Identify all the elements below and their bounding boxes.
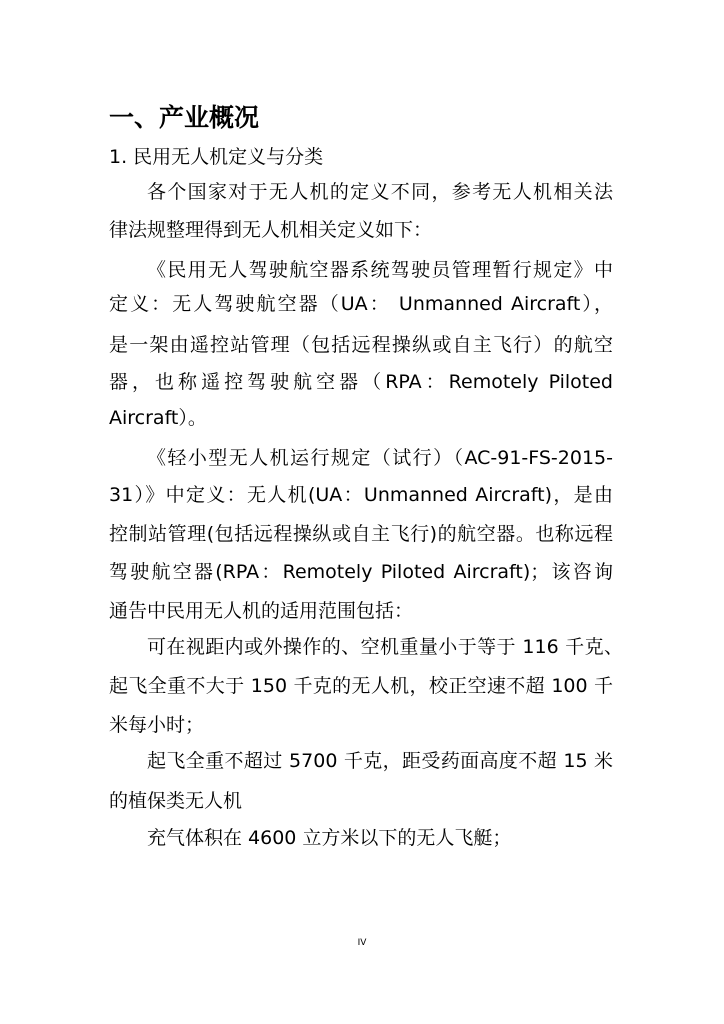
subsection-heading: 1. 民用无人机定义与分类	[109, 146, 324, 168]
paragraph-line: 的植保类无人机	[109, 790, 243, 812]
paragraph-line: 可在视距内或外操作的、空机重量小于等于 116 千克、	[147, 636, 623, 658]
paragraph-line: 通告中民用无人机的适用范围包括：	[109, 600, 414, 622]
paragraph-line: 器，也称遥控驾驶航空器（RPA：Remotely Piloted	[109, 371, 613, 393]
paragraph-line: 驾驶航空器(RPA：Remotely Piloted Aircraft)；该咨询	[109, 561, 613, 583]
paragraph-line: 充气体积在 4600 立方米以下的无人飞艇；	[147, 827, 512, 849]
paragraph-line: 各个国家对于无人机的定义不同，参考无人机相关法	[147, 181, 613, 203]
paragraph-line: 起飞全重不大于 150 千克的无人机，校正空速不超 100 千	[109, 675, 613, 697]
paragraph-line: 米每小时；	[109, 714, 205, 736]
paragraph-line: 定义：无人驾驶航空器（UA： Unmanned Aircraft），	[109, 293, 613, 315]
paragraph-line: 《民用无人驾驶航空器系统驾驶员管理暂行规定》中	[147, 259, 613, 281]
paragraph-line: Aircraft）。	[109, 407, 207, 429]
section-heading: 一、产业概况	[109, 103, 260, 132]
paragraph-line: 起飞全重不超过 5700 千克，距受药面高度不超 15 米	[147, 750, 613, 772]
page-number: IV	[357, 938, 367, 948]
paragraph-line: 律法规整理得到无人机相关定义如下：	[109, 219, 433, 241]
paragraph-line: 是一架由遥控站管理（包括远程操纵或自主飞行）的航空	[109, 334, 613, 356]
paragraph-line: 《轻小型无人机运行规定（试行）（AC-91-FS-2015-	[147, 447, 613, 469]
paragraph-line: 31）》中定义：无人机(UA：Unmanned Aircraft)，是由	[109, 484, 613, 506]
paragraph-line: 控制站管理(包括远程操纵或自主飞行)的航空器。也称远程	[109, 523, 613, 545]
